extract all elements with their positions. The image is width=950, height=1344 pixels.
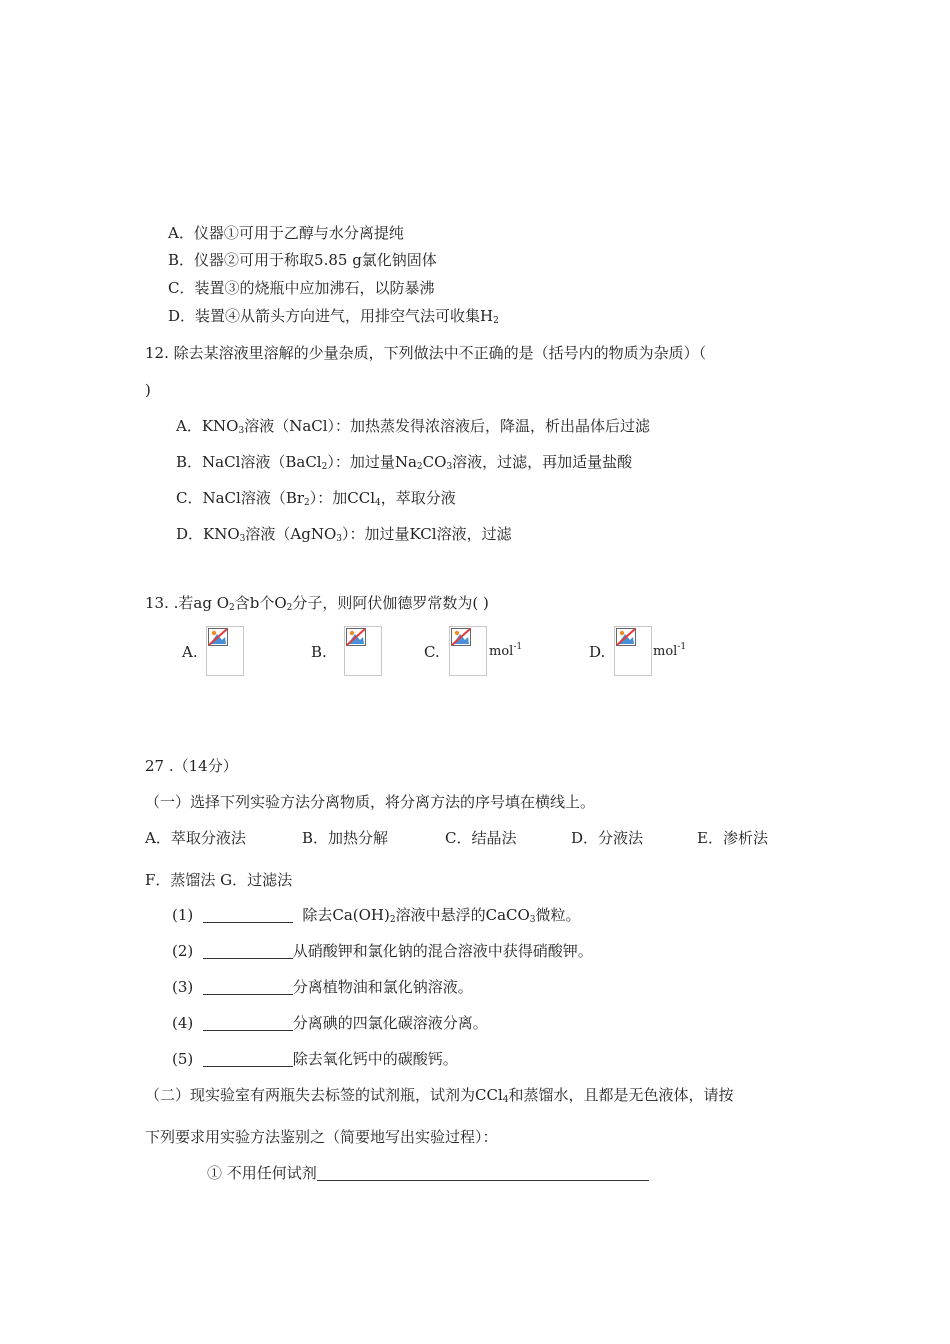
method-e: E．渗析法 [697,829,768,847]
method-f-g: F．蒸馏法 G．过滤法 [145,871,293,889]
q27-part1-intro: （一）选择下列实验方法分离物质，将分离方法的序号填在横线上。 [145,793,596,811]
q27-header: 27 .（14分） [145,757,238,775]
q12-stem: 12. 除去某溶液里溶解的少量杂质，下列做法中不正确的是（括号内的物质为杂质）（ [145,344,707,362]
broken-image-icon [614,626,652,676]
answer-blank[interactable] [203,979,293,995]
q27-part2-sub1: ① 不用任何试剂 [207,1163,649,1183]
q11-option-b: B．仪器②可用于称取5.85 g氯化钠固体 [168,251,437,269]
q27-item-2: (2) 从硝酸钾和氯化钠的混合溶液中获得硝酸钾。 [172,942,593,960]
q11-option-d: D．装置④从箭头方向进气，用排空气法可收集$H_2$ [168,307,499,326]
q27-item-4: (4) 分离碘的四氯化碳溶液分离。 [172,1014,488,1032]
answer-blank[interactable] [203,1051,293,1067]
q13-option-a-label: A. [182,643,198,661]
q27-item-1: (1) 除去$Ca(OH)_2$溶液中悬浮的CaCO$_3$微粒。 [172,906,581,925]
method-a: A．萃取分液法 [145,829,246,847]
q11-option-a: A．仪器①可用于乙醇与水分离提纯 [168,224,404,242]
broken-image-icon [206,626,244,676]
q13-option-d-label: D. [589,643,606,661]
q12-option-b: B．NaCl溶液（BaCl$_2$）：加过量$Na_2CO_3$溶液，过滤，再加适量盐酸 [176,453,633,472]
answer-blank[interactable] [203,907,293,923]
answer-blank[interactable] [203,1015,293,1031]
q27-part2-line2: 下列要求用实验方法鉴别之（简要地写出实验过程）： [145,1128,498,1146]
q27-item-5: (5) 除去氧化钙中的碳酸钙。 [172,1050,458,1068]
broken-image-icon [449,626,487,676]
q27-item-3: (3) 分离植物油和氯化钠溶液。 [172,978,473,996]
method-b: B．加热分解 [302,829,389,847]
q13-option-c-label: C. [424,643,440,661]
method-d: D．分液法 [571,829,644,847]
q13-option-d-unit: mol$^{-1}$ [653,642,687,659]
broken-image-icon [344,626,382,676]
answer-blank[interactable] [203,943,293,959]
q27-part2-line1: （二）现实验室有两瓶失去标签的试剂瓶，试剂为CCl$_4$和蒸馏水，且都是无色液体，请按 [145,1086,734,1105]
q13-stem: 13. .若ag $O_2$含b个$O_2$分子，则阿伏伽德罗常数为( ) [145,594,489,613]
method-c: C．结晶法 [445,829,517,847]
q13-option-c-unit: mol$^{-1}$ [489,642,523,659]
q13-option-b-label: B. [311,643,327,661]
q12-option-a: A．$KNO_3$溶液（NaCl）：加热蒸发得浓溶液后，降温，析出晶体后过滤 [176,417,651,436]
q12-option-d: D．$KNO_3$溶液（AgNO$_3$）：加过量KCl溶液，过滤 [176,525,512,544]
q12-option-c: C．NaCl溶液$(Br_2)$：加CCl$_4$，萃取分液 [176,489,456,508]
answer-blank[interactable] [317,1165,649,1181]
q12-paren-close: ) [145,381,151,399]
q11-option-c: C．装置③的烧瓶中应加沸石，以防暴沸 [168,279,435,297]
